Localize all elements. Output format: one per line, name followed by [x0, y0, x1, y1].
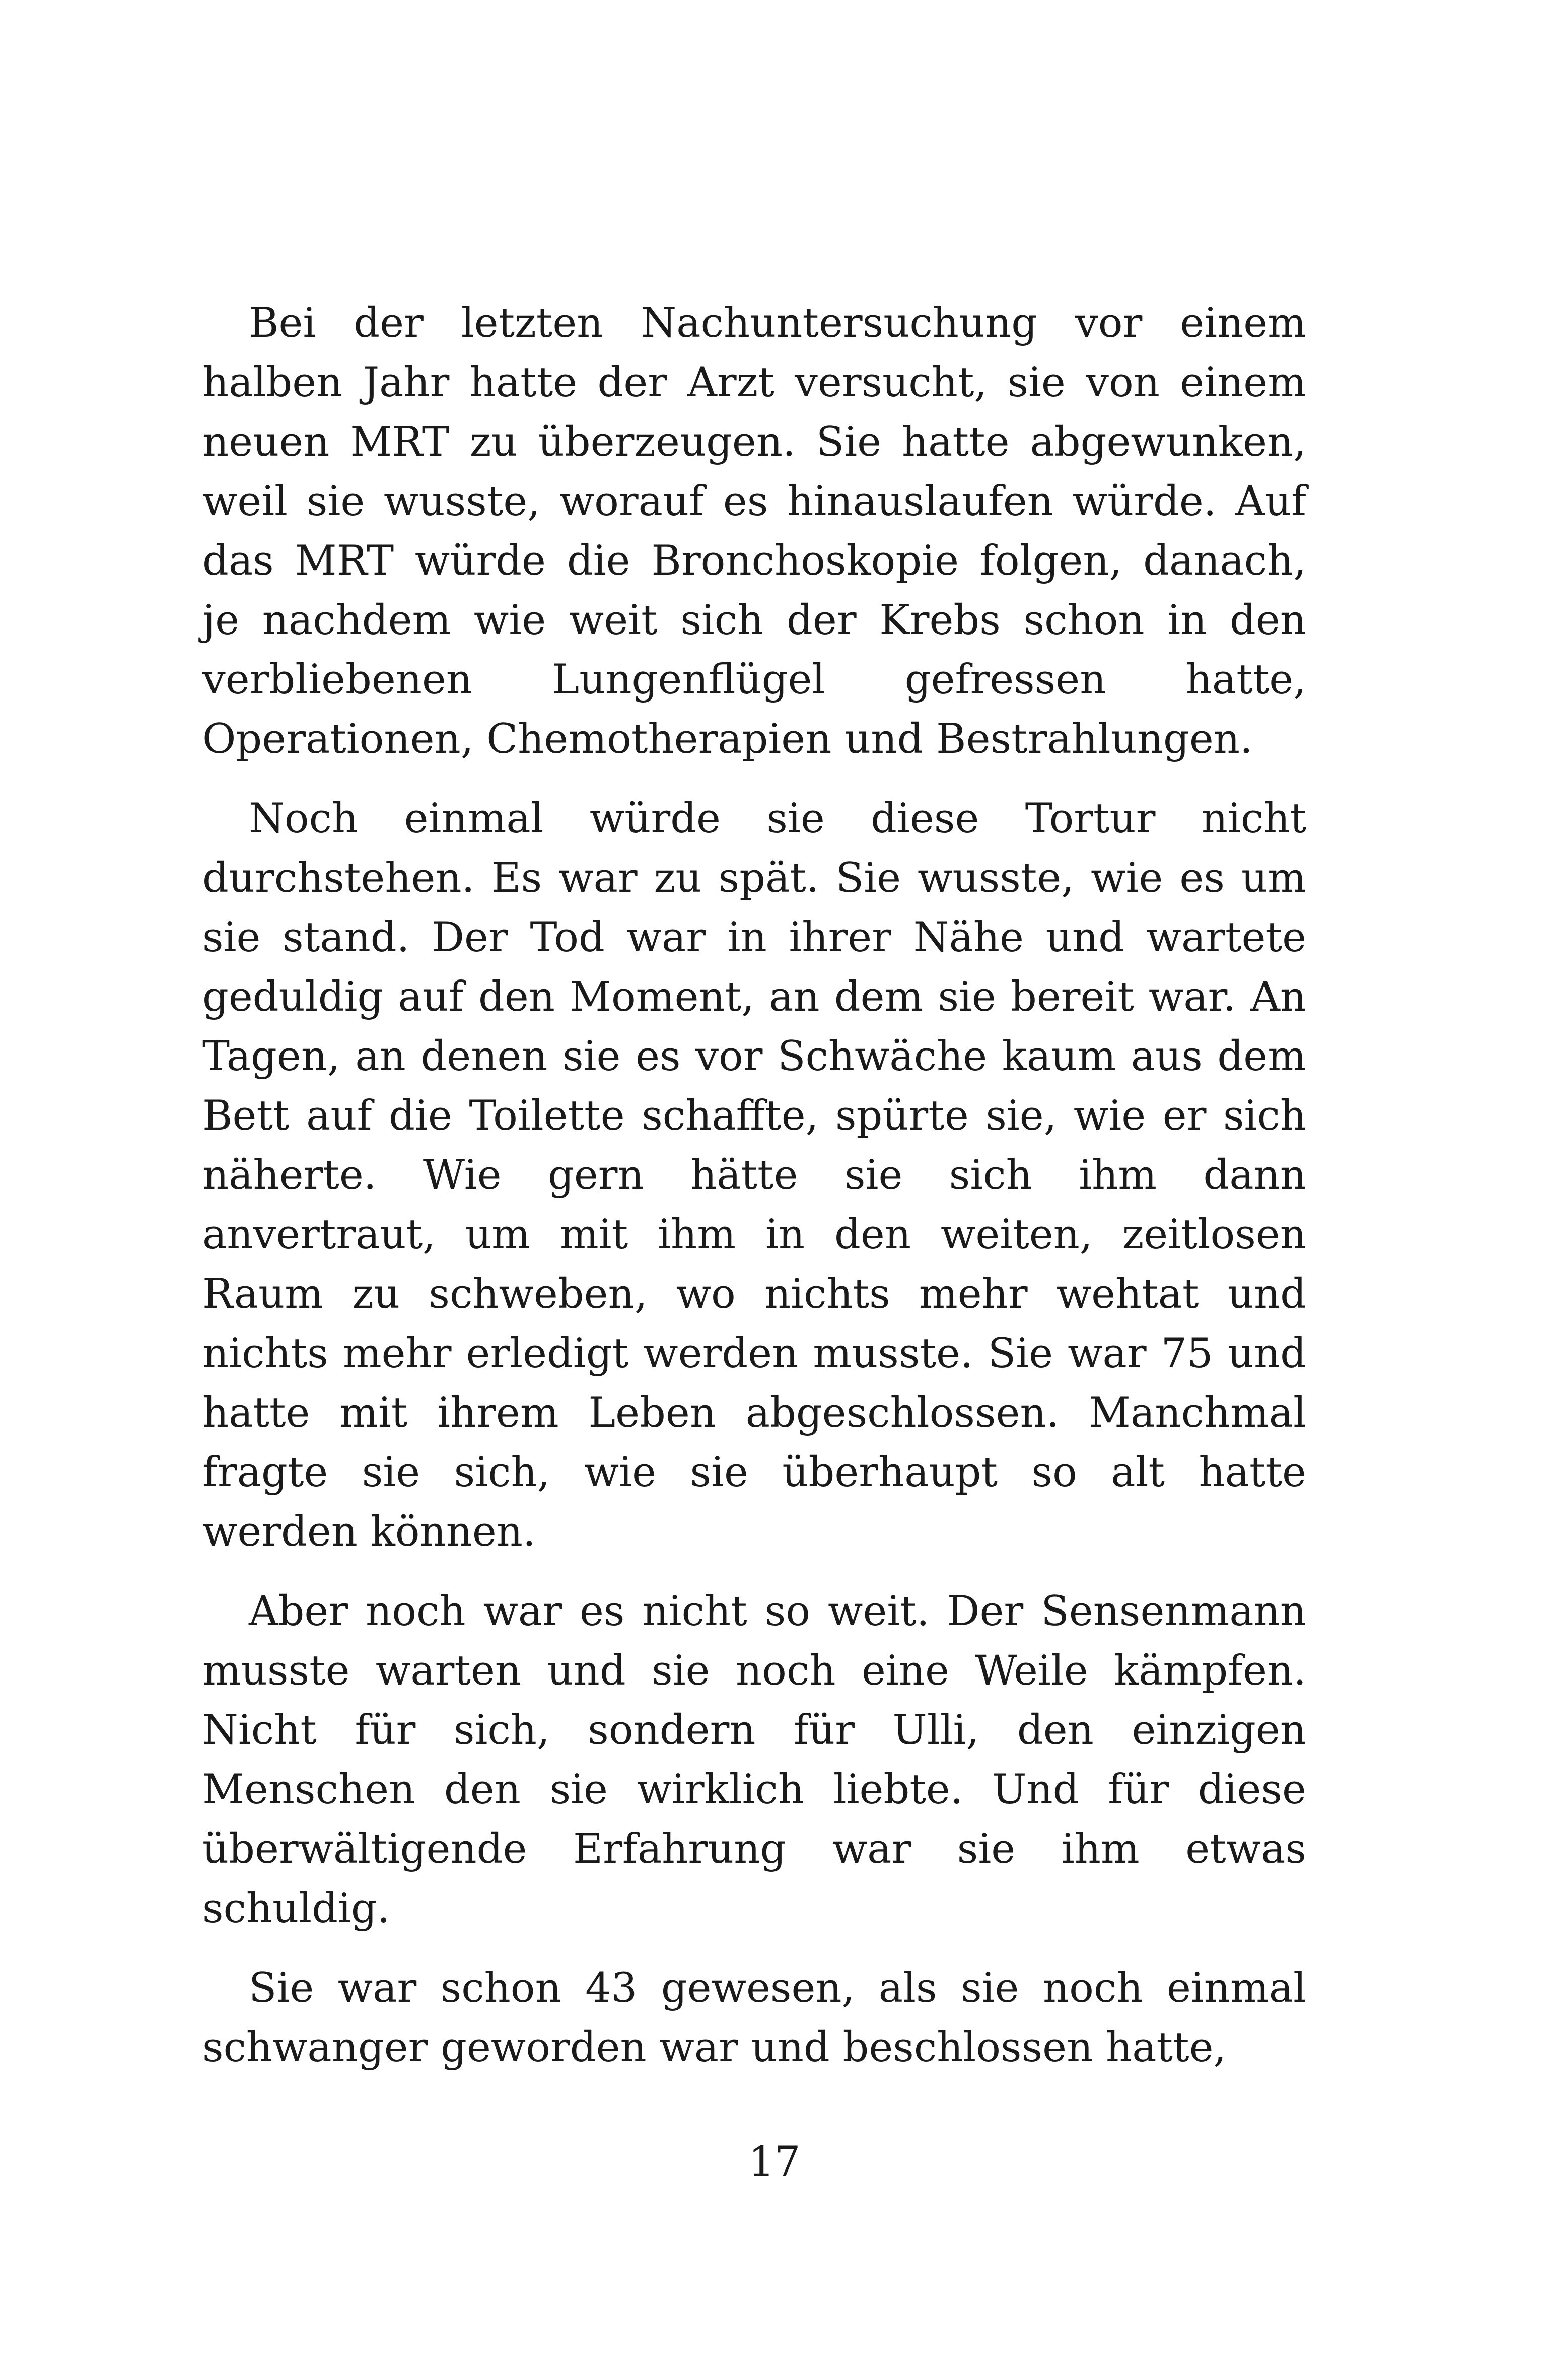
body-text: [202, 294, 1306, 2077]
paragraph-2: Noch einmal würde sie diese Tortur nicht durchstehen. Es war zu spät. Sie wusste, wie es um sie stand. Der Tod war in ihrer Nähe und wartete geduldig auf den Moment, an dem sie bereit war. An Tagen, an denen sie es vor Schwäche kaum aus dem Bett auf die Toilette schaffte, spürte sie, wie er sich näherte. Wie gern hätte sie sich ihm dann anvertraut, um mit ihm in den weiten, zeitlosen Raum zu schweben, wo nichts mehr wehtat und nichts mehr erledigt werden musste. Sie war 75 und hatte mit ihrem Leben abgeschlossen. Manchmal fragte sie sich, wie sie überhaupt so alt hatte werden können.: [202, 795, 1306, 1556]
paragraph-3: Aber noch war es nicht so weit. Der Sensenmann musste warten und sie noch eine Weile kämpfen. Nicht für sich, sondern für Ulli, den einzigen Menschen den sie wirklich liebte. Und für diese überwältigende Erfahrung war sie ihm etwas schuldig.: [202, 1588, 1306, 1932]
page-number: 17: [748, 2138, 801, 2186]
paragraph-4: Sie war schon 43 gewesen, als sie noch einmal schwanger geworden war und beschlossen hatte,: [202, 1965, 1306, 2071]
paragraph-1: Bei der letzten Nachuntersuchung vor einem halben Jahr hatte der Arzt versucht, sie von einem neuen MRT zu überzeugen. Sie hatte abgewunken, weil sie wusste, worauf es hinauslaufen würde. Auf das MRT würde die Bronchoskopie folgen, danach, je nachdem wie weit sich der Krebs schon in den verbliebenen Lungenflügel gefressen hatte, Operationen, Chemotherapien und Bestrahlungen.: [202, 300, 1306, 763]
